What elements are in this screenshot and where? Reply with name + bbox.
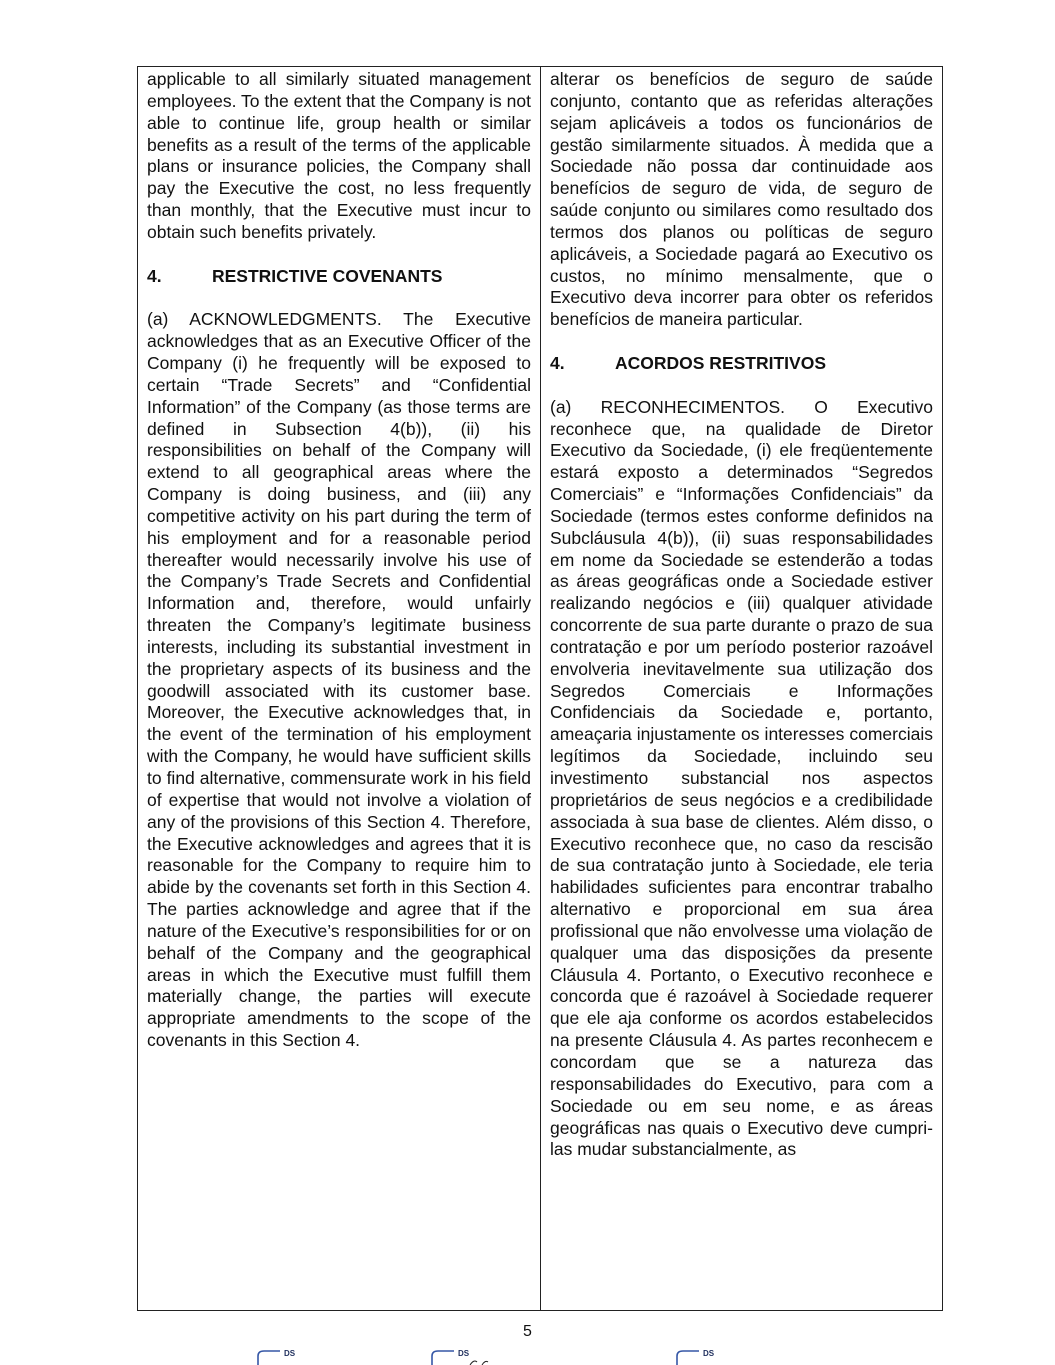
english-section-heading	[147, 266, 531, 288]
english-acknowledgments-paragraph: (a) ACKNOWLEDGMENTS. The Executive acknowledges that as an Executive Officer of the Company (i) he frequently will be exposed to certain “Trade Secrets” and “Confidential Information” of the Company (as those terms are defined in Subsection 4(b)), (ii) his responsibilities on behalf of the Company will extend to all geographical areas where the Company is doing business, and (iii) any competitive activity on his part during the term of his employment and for a reasonable period thereafter would necessarily involve his use of the Company’s Trade Secrets and Confidential Information and, therefore, would unfairly threaten the Company’s legitimate business interests, including its substantial investment in the proprietary aspects of its business and the goodwill associated with its customer base. Moreover, the Executive acknowledges that, in the event of the termination of his employment with the Company, he would have sufficient skills to find alternative, commensurate work in his field of expertise that would not involve a violation of any of the provisions of this Section 4. Therefore, the Executive acknowledges and agrees that it is reasonable for the Company to require him to abide by the covenants set forth in this Section 4. The parties acknowledge and agree that if the nature of the Executive’s responsibilities for or on behalf of the Company and the geographical areas in which the Executive must fulfill them materially change, the parties will execute appropriate amendments to the scope of the covenants in this Section 4.	[147, 309, 531, 1051]
page-number: 5	[523, 1323, 532, 1340]
portuguese-section-number: 4.	[550, 352, 565, 373]
signature-stamp-icon	[256, 1347, 326, 1365]
english-column	[138, 67, 540, 1310]
english-section-title: RESTRICTIVE COVENANTS	[212, 265, 443, 286]
docusign-stamp-3	[675, 1347, 745, 1365]
portuguese-column	[540, 67, 942, 1310]
portuguese-section-title: ACORDOS RESTRITIVOS	[615, 352, 826, 373]
english-benefits-paragraph: applicable to all similarly situated management employees. To the extent that the Company is not able to continue life, group health or similar benefits as a result of the terms of the applicable plans or insurance policies, the Company shall pay the Executive the cost, no less frequently than monthly, that the Executive must incur to obtain such benefits privately.	[147, 69, 531, 242]
docusign-stamp-2	[430, 1347, 500, 1365]
bilingual-contract-table	[137, 66, 943, 1311]
stamp-label: DS	[703, 1349, 715, 1358]
docusign-stamp-1	[256, 1347, 326, 1365]
portuguese-section-heading	[550, 353, 933, 375]
english-section-number: 4.	[147, 265, 162, 286]
stamp-label: DS	[284, 1349, 296, 1358]
signature-stamp-icon	[675, 1347, 745, 1365]
portuguese-acknowledgments-paragraph: (a) RECONHECIMENTOS. O Executivo reconhece que, na qualidade de Diretor Executivo da Sociedade, (i) ele freqüentemente estará exposto a determinados “Segredos Comerciais” e “Informações Confidenciais” da Sociedade (termos estes conforme definidos na Subcláusula 4(b)), (ii) suas responsabilidades em nome da Sociedade se estenderão a todas as áreas geográficas onde a Sociedade estiver realizando negócios e (iii) qualquer atividade concorrente de sua parte durante o prazo de sua contratação e por um período posterior razoável envolveria inevitavelmente sua utilização dos Segredos Comerciais e Informações Confidenciais da Sociedade e, portanto, ameaçaria injustamente os interesses comerciais legítimos da Sociedade, incluindo seu investimento substancial nos aspectos proprietários de seus negócios e a credibilidade associada à sua base de clientes. Além disso, o Executivo reconhece que, no caso da rescisão de sua contratação junto à Sociedade, ele teria habilidades suficientes para encontrar trabalho alternativo e proporcional em sua área profissional que não envolvesse uma violação de qualquer uma das disposições da presente Cláusula 4. Portanto, o Executivo reconhece e concorda que é razoável à Sociedade requerer que ele aja conforme os acordos estabelecidos na presente Cláusula 4. As partes reconhecem e concordam que se a natureza das responsabilidades do Executivo, para com a Sociedade ou em seu nome, e as áreas geográficas nas quais o Executivo deve cumpri-las mudar substancialmente, as	[550, 396, 933, 1160]
stamp-label: DS	[458, 1349, 470, 1358]
portuguese-benefits-paragraph: alterar os benefícios de seguro de saúde conjunto, contanto que as referidas alterações sejam aplicáveis a todos os funcionários de gestão similarmente situados. À medida que a Sociedade não possa dar continuidade aos benefícios de seguro de vida, de seguro de saúde conjunto ou similares como resultado dos termos dos planos ou políticas de seguro aplicáveis, a Sociedade pagará ao Executivo os custos, no mínimo mensalmente, que o Executivo deva incorrer para obter os referidos benefícios de maneira particular.	[550, 69, 933, 330]
signature-stamp-icon	[430, 1347, 500, 1365]
